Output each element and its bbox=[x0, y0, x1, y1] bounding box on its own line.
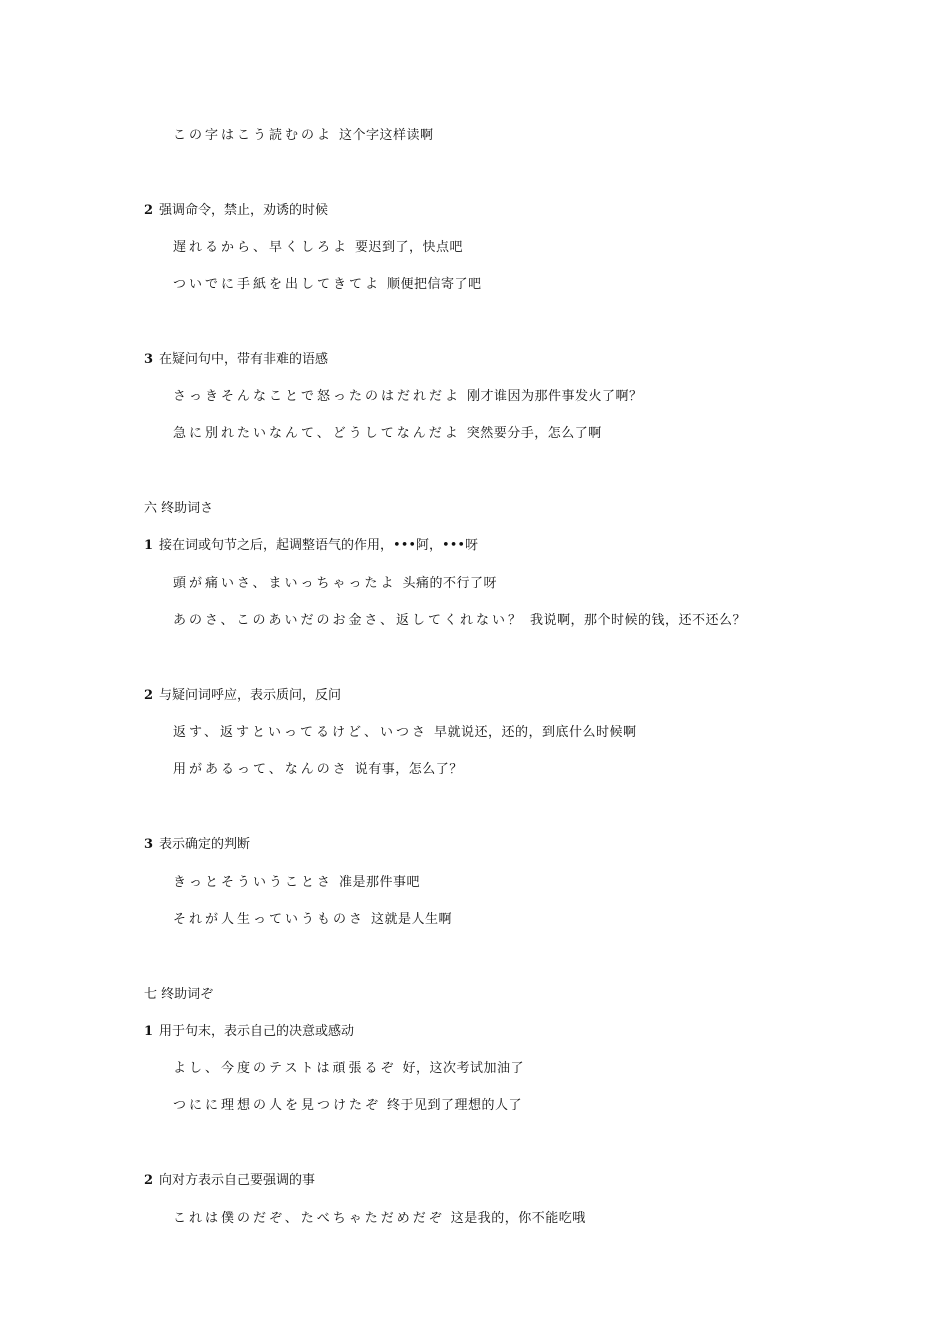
chinese-translation: 这个字这样读啊 bbox=[339, 128, 434, 143]
chinese-translation: 这就是人生啊 bbox=[371, 912, 453, 927]
chinese-translation: 我说啊，那个时候的钱，还不还么？ bbox=[529, 613, 746, 628]
example-sentence bbox=[173, 1097, 522, 1115]
japanese-text: 頭が痛いさ、まいっちゃったよ bbox=[173, 576, 397, 591]
japanese-text: つにに理想の人を見つけたぞ bbox=[173, 1098, 382, 1113]
subsection-number: 2 bbox=[144, 203, 154, 218]
chinese-translation: 说有事，怎么了？ bbox=[354, 762, 463, 777]
example-sentence bbox=[173, 239, 463, 257]
japanese-text: さっきそんなことで怒ったのはだれだよ bbox=[173, 389, 462, 404]
example-sentence bbox=[173, 874, 420, 892]
japanese-text: ついでに手紙を出してきてよ bbox=[173, 277, 382, 292]
example-sentence bbox=[173, 1060, 524, 1078]
subsection-text: 接在词或句节之后，起调整语气的作用，•••阿，•••呀 bbox=[159, 538, 479, 553]
example-sentence bbox=[173, 425, 602, 443]
chinese-translation: 刚才谁因为那件事发火了啊？ bbox=[467, 389, 643, 404]
subsection-number: 3 bbox=[144, 352, 154, 367]
japanese-text: 返す、返すといってるけど、いつさ bbox=[173, 725, 428, 740]
subsection-number: 1 bbox=[144, 538, 154, 553]
example-sentence bbox=[173, 1210, 586, 1228]
subsection-number: 1 bbox=[144, 1024, 154, 1039]
subsection-heading bbox=[144, 1172, 315, 1190]
japanese-text: きっとそういうことさ bbox=[173, 875, 334, 890]
example-sentence bbox=[173, 276, 482, 294]
subsection-number: 2 bbox=[144, 1173, 154, 1188]
subsection-heading bbox=[144, 836, 250, 854]
chinese-translation: 头痛的不行了呀 bbox=[402, 576, 497, 591]
chinese-translation: 终于见到了理想的人了 bbox=[387, 1098, 523, 1113]
example-sentence bbox=[173, 388, 643, 406]
chinese-translation: 这是我的，你不能吃哦 bbox=[450, 1211, 586, 1226]
subsection-text: 向对方表示自己要强调的事 bbox=[159, 1173, 316, 1188]
japanese-text: この字はこう読むのよ bbox=[173, 128, 334, 143]
example-sentence bbox=[173, 911, 452, 929]
japanese-text: よし、今度のテストは頑張るぞ bbox=[173, 1061, 397, 1076]
subsection-text: 强调命令，禁止，劝诱的时候 bbox=[159, 203, 329, 218]
example-sentence bbox=[173, 575, 497, 593]
chinese-translation: 准是那件事吧 bbox=[339, 875, 421, 890]
example-sentence bbox=[173, 761, 463, 779]
section-heading: 六 终助词さ bbox=[144, 501, 214, 516]
subsection-text: 表示确定的判断 bbox=[159, 837, 251, 852]
subsection-number: 2 bbox=[144, 688, 154, 703]
example-sentence bbox=[173, 724, 636, 742]
japanese-text: 急に別れたいなんて、どうしてなんだよ bbox=[173, 426, 461, 441]
chinese-translation: 顺便把信寄了吧 bbox=[387, 277, 482, 292]
japanese-text: これは僕のだぞ、たべちゃただめだぞ bbox=[173, 1211, 445, 1226]
chinese-translation: 早就说还，还的，到底什么时候啊 bbox=[433, 725, 637, 740]
subsection-heading bbox=[144, 687, 341, 705]
subsection-number: 3 bbox=[144, 837, 154, 852]
example-sentence bbox=[173, 612, 746, 630]
chinese-translation: 要迟到了，快点吧 bbox=[355, 240, 464, 255]
japanese-text: 用があるって、なんのさ bbox=[173, 762, 349, 777]
subsection-heading bbox=[144, 537, 478, 555]
japanese-text: それが人生っていうものさ bbox=[173, 912, 366, 927]
chinese-translation: 突然要分手，怎么了啊 bbox=[466, 426, 602, 441]
subsection-heading bbox=[144, 202, 328, 220]
example-sentence bbox=[173, 127, 434, 145]
japanese-text: 遅れるから、早くしろよ bbox=[173, 240, 350, 255]
chinese-translation: 好，这次考试加油了 bbox=[402, 1061, 524, 1076]
section-heading: 七 终助词ぞ bbox=[144, 987, 214, 1002]
subsection-text: 与疑问词呼应，表示质问，反问 bbox=[159, 688, 342, 703]
subsection-text: 在疑问句中，带有非难的语感 bbox=[159, 352, 329, 367]
subsection-heading bbox=[144, 1023, 354, 1041]
subsection-heading bbox=[144, 351, 328, 369]
japanese-text: あのさ、このあいだのお金さ、返してくれない？ bbox=[173, 613, 524, 628]
subsection-text: 用于句末，表示自己的决意或感动 bbox=[159, 1024, 355, 1039]
